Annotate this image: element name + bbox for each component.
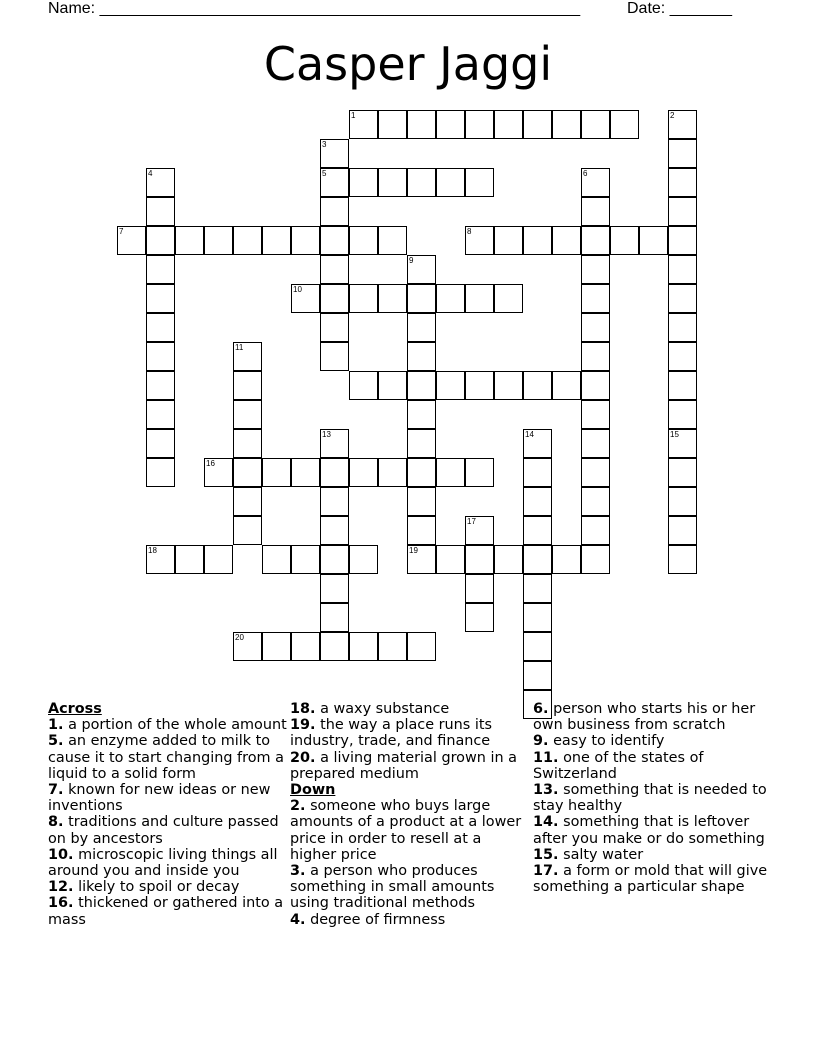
grid-cell[interactable] [581,313,610,342]
grid-cell[interactable] [146,429,175,458]
clue-number: 13 [322,430,331,439]
grid-cell[interactable] [407,516,436,545]
clue-item-text: a person who produces something in small amounts using traditional methods [290,863,495,912]
grid-cell[interactable] [320,458,349,487]
clues-down-column [533,701,773,895]
grid-cell[interactable] [233,342,262,371]
grid-cell[interactable] [581,458,610,487]
across-heading: Across [48,701,102,717]
grid-cell[interactable] [668,429,697,458]
clue-item-number: 7. [48,782,64,799]
grid-cell[interactable] [407,400,436,429]
grid-cell[interactable] [668,284,697,313]
grid-cell[interactable] [668,168,697,197]
grid-cell[interactable] [494,110,523,139]
grid-cell[interactable] [523,516,552,545]
clue-number: 5 [322,169,327,178]
grid-cell[interactable] [407,545,436,574]
clue-item-text: something that is needed to stay healthy [533,782,767,815]
grid-cell[interactable] [320,545,349,574]
clue-item-text: traditions and culture passed on by ancestors [48,814,279,847]
grid-cell[interactable] [465,371,494,400]
clue-item [533,733,773,749]
grid-cell[interactable] [465,574,494,603]
grid-cell[interactable] [233,429,262,458]
grid-cell[interactable] [291,545,320,574]
grid-cell[interactable] [349,545,378,574]
clue-item [290,912,530,928]
grid-cell[interactable] [668,110,697,139]
clues-mixed-column [290,701,530,928]
grid-cell[interactable] [581,371,610,400]
clue-item-number: 18. [290,701,316,717]
grid-cell[interactable] [175,226,204,255]
grid-cell[interactable] [436,168,465,197]
grid-cell[interactable] [465,603,494,632]
grid-cell[interactable] [523,632,552,661]
grid-cell[interactable] [581,487,610,516]
grid-cell[interactable] [523,371,552,400]
grid-cell[interactable] [320,284,349,313]
clue-item [48,895,288,927]
clue-number: 8 [467,227,472,236]
clue-item [533,750,773,782]
grid-cell[interactable] [320,516,349,545]
grid-cell[interactable] [465,545,494,574]
grid-cell[interactable] [668,313,697,342]
grid-cell[interactable] [465,458,494,487]
clue-number: 15 [670,430,679,439]
grid-cell[interactable] [407,255,436,284]
grid-cell[interactable] [291,458,320,487]
grid-cell[interactable] [668,342,697,371]
grid-cell[interactable] [552,545,581,574]
grid-cell[interactable] [668,458,697,487]
clue-item-number: 14. [533,814,559,831]
clue-item-text: known for new ideas or new inventions [48,782,271,815]
grid-cell[interactable] [291,632,320,661]
clue-item-text: something that is leftover after you make or do something [533,814,765,847]
down-heading: Down [290,782,336,799]
grid-cell[interactable] [117,226,146,255]
clue-number: 4 [148,169,153,178]
grid-cell[interactable] [291,284,320,313]
clue-item [290,701,530,717]
clue-item-text: a waxy substance [320,701,450,717]
grid-cell[interactable] [146,458,175,487]
grid-cell[interactable] [465,284,494,313]
clue-number: 2 [670,111,675,120]
grid-cell[interactable] [233,458,262,487]
clue-item-text: microscopic living things all around you and inside you [48,846,278,880]
grid-cell[interactable] [320,342,349,371]
grid-cell[interactable] [523,661,552,690]
grid-cell[interactable] [320,632,349,661]
clue-number: 1 [351,111,356,120]
grid-cell[interactable] [349,226,378,255]
grid-cell[interactable] [668,400,697,429]
grid-cell[interactable] [581,516,610,545]
grid-cell[interactable] [610,226,639,255]
grid-cell[interactable] [146,168,175,197]
grid-cell[interactable] [204,226,233,255]
grid-cell[interactable] [378,226,407,255]
grid-cell[interactable] [146,545,175,574]
clue-item-text: salty water [563,846,644,863]
grid-cell[interactable] [523,603,552,632]
clue-item-number: 5. [48,733,64,750]
grid-cell[interactable] [233,487,262,516]
clue-item-number: 6. [533,701,549,717]
clue-item [48,782,288,814]
clue-item [533,701,773,733]
grid-cell[interactable] [581,226,610,255]
clue-item-number: 9. [533,733,549,750]
grid-cell[interactable] [668,226,697,255]
grid-cell[interactable] [146,255,175,284]
grid-cell[interactable] [523,487,552,516]
grid-cell[interactable] [349,168,378,197]
grid-cell[interactable] [349,284,378,313]
grid-cell[interactable] [320,197,349,226]
grid-cell[interactable] [465,110,494,139]
clue-number: 11 [235,343,244,352]
grid-cell[interactable] [523,545,552,574]
grid-cell[interactable] [494,284,523,313]
clue-item [533,782,773,814]
clue-item-text: easy to identify [553,733,665,750]
grid-cell[interactable] [233,400,262,429]
clue-item [533,814,773,846]
clue-item [290,863,530,912]
clue-item [48,733,288,782]
grid-cell[interactable] [407,168,436,197]
grid-cell[interactable] [233,226,262,255]
clue-number: 18 [148,546,157,555]
grid-cell[interactable] [407,342,436,371]
grid-cell[interactable] [204,545,233,574]
grid-cell[interactable] [407,458,436,487]
grid-cell[interactable] [146,284,175,313]
clue-item [290,798,530,863]
clue-item [48,847,288,879]
grid-cell[interactable] [175,545,204,574]
grid-cell[interactable] [494,545,523,574]
grid-cell[interactable] [523,458,552,487]
clue-item [48,879,288,895]
clue-number: 14 [525,430,534,439]
grid-cell[interactable] [146,197,175,226]
grid-cell[interactable] [320,603,349,632]
clues-across-column [48,701,288,928]
grid-cell[interactable] [668,545,697,574]
clue-item-number: 1. [48,717,64,734]
grid-cell[interactable] [581,168,610,197]
grid-cell[interactable] [436,110,465,139]
grid-cell[interactable] [262,545,291,574]
clue-item-number: 4. [290,911,306,928]
grid-cell[interactable] [668,487,697,516]
grid-cell[interactable] [349,632,378,661]
grid-cell[interactable] [146,313,175,342]
grid-cell[interactable] [378,371,407,400]
grid-cell[interactable] [494,226,523,255]
clue-item [290,717,530,749]
grid-cell[interactable] [146,400,175,429]
grid-cell[interactable] [523,226,552,255]
clue-item-number: 10. [48,846,74,863]
clue-number: 6 [583,169,588,178]
grid-cell[interactable] [465,226,494,255]
grid-cell[interactable] [494,371,523,400]
clue-item [48,717,288,733]
grid-cell[interactable] [349,110,378,139]
grid-cell[interactable] [233,516,262,545]
grid-cell[interactable] [146,371,175,400]
grid-cell[interactable] [262,632,291,661]
grid-cell[interactable] [378,110,407,139]
grid-cell[interactable] [233,371,262,400]
grid-cell[interactable] [320,574,349,603]
grid-cell[interactable] [436,545,465,574]
clue-item-text: one of the states of Switzerland [533,749,704,782]
grid-cell[interactable] [320,226,349,255]
clue-number: 9 [409,256,414,265]
grid-cell[interactable] [668,255,697,284]
grid-cell[interactable] [581,400,610,429]
grid-cell[interactable] [407,371,436,400]
clue-item-number: 13. [533,782,559,799]
clue-item [533,863,773,895]
grid-cell[interactable] [146,342,175,371]
clue-number: 19 [409,546,418,555]
clue-number: 7 [119,227,124,236]
grid-cell[interactable] [291,226,320,255]
grid-cell[interactable] [204,458,233,487]
clue-item-number: 12. [48,879,74,896]
grid-cell[interactable] [465,168,494,197]
grid-cell[interactable] [262,458,291,487]
grid-cell[interactable] [581,342,610,371]
grid-cell[interactable] [407,632,436,661]
grid-cell[interactable] [407,313,436,342]
clue-number: 16 [206,459,215,468]
grid-cell[interactable] [320,313,349,342]
grid-cell[interactable] [668,371,697,400]
clue-item-text: degree of firmness [310,911,446,928]
grid-cell[interactable] [581,255,610,284]
grid-cell[interactable] [233,632,262,661]
clue-item-number: 20. [290,749,316,766]
clue-item-number: 8. [48,814,64,831]
clue-item-number: 11. [533,749,559,766]
clue-item [48,814,288,846]
grid-cell[interactable] [378,284,407,313]
grid-cell[interactable] [320,139,349,168]
clue-item-number: 2. [290,798,306,815]
grid-cell[interactable] [320,429,349,458]
grid-cell[interactable] [610,110,639,139]
grid-cell[interactable] [523,429,552,458]
grid-cell[interactable] [668,516,697,545]
grid-cell[interactable] [552,110,581,139]
grid-cell[interactable] [407,487,436,516]
clue-number: 20 [235,633,244,642]
clue-item-text: someone who buys large amounts of a product at a lower price in order to resell at a higher price [290,798,522,863]
grid-cell[interactable] [552,371,581,400]
grid-cell[interactable] [552,226,581,255]
clue-item-number: 17. [533,863,559,880]
grid-cell[interactable] [378,632,407,661]
name-field[interactable]: Name: ______________________________________________________ [48,0,581,17]
grid-cell[interactable] [581,197,610,226]
grid-cell[interactable] [436,284,465,313]
grid-cell[interactable] [668,139,697,168]
grid-cell[interactable] [523,574,552,603]
clue-item-text: an enzyme added to milk to cause it to start changing from a liquid to a solid form [48,733,284,782]
clue-item-text: a form or mold that will give something a particular shape [533,863,768,896]
grid-cell[interactable] [320,168,349,197]
clue-item-text: the way a place runs its industry, trade, and finance [290,717,492,750]
grid-cell[interactable] [378,458,407,487]
grid-cell[interactable] [320,255,349,284]
clue-item-text: person who starts his or her own business from scratch [533,701,756,734]
clue-item [533,847,773,863]
clue-item-number: 3. [290,863,306,880]
grid-cell[interactable] [465,516,494,545]
grid-cell[interactable] [262,226,291,255]
clue-item-number: 15. [533,846,559,863]
grid-cell[interactable] [581,110,610,139]
clue-number: 17 [467,517,476,526]
clue-number: 3 [322,140,327,149]
grid-cell[interactable] [407,284,436,313]
clue-item [290,750,530,782]
grid-cell[interactable] [349,458,378,487]
grid-cell[interactable] [378,168,407,197]
grid-cell[interactable] [407,110,436,139]
clue-item-text: a portion of the whole amount [68,717,287,734]
clue-item-text: thickened or gathered into a mass [48,895,284,928]
clue-item-number: 16. [48,895,74,912]
grid-cell[interactable] [639,226,668,255]
date-field[interactable]: Date: _______ [627,0,732,17]
grid-cell[interactable] [436,371,465,400]
grid-cell[interactable] [146,226,175,255]
grid-cell[interactable] [581,429,610,458]
grid-cell[interactable] [320,487,349,516]
clue-item-number: 19. [290,717,316,734]
clue-number: 10 [293,285,302,294]
clue-item-text: likely to spoil or decay [78,879,240,896]
clue-item-text: a living material grown in a prepared medium [290,749,517,782]
grid-cell[interactable] [436,458,465,487]
page-title: Casper Jaggi [263,37,553,91]
grid-cell[interactable] [668,197,697,226]
grid-cell[interactable] [581,545,610,574]
grid-cell[interactable] [407,429,436,458]
grid-cell[interactable] [523,110,552,139]
grid-cell[interactable] [581,284,610,313]
grid-cell[interactable] [349,371,378,400]
